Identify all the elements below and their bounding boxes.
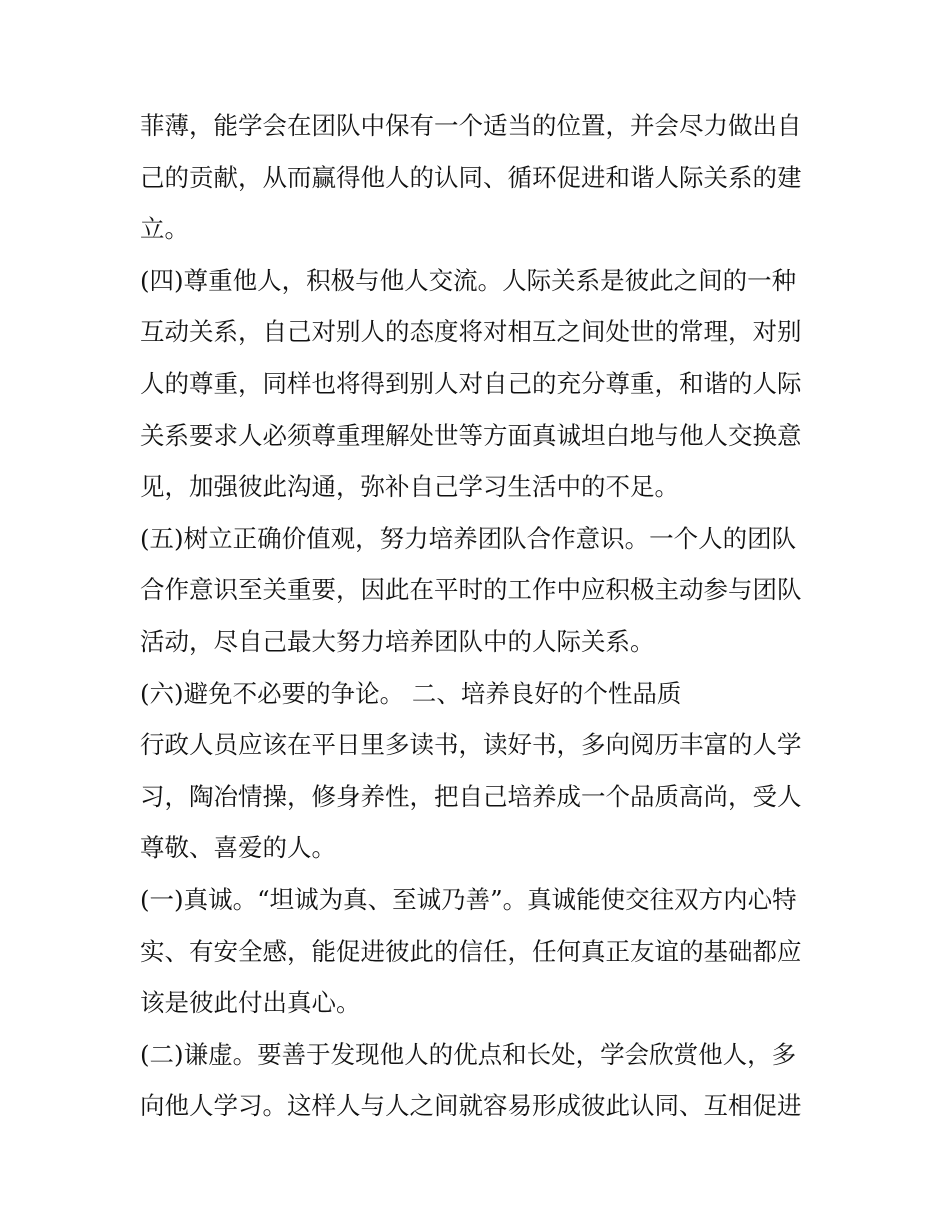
text-line: 行政人员应该在平日里多读书，读好书，多向阅历丰富的人学: [140, 730, 802, 760]
text-line: 立。: [140, 214, 189, 244]
text-line: (五)树立正确价值观，努力培养团队合作意识。一个人的团队: [140, 523, 797, 553]
text-line: 活动，尽自己最大努力培养团队中的人际关系。: [140, 626, 655, 656]
text-line: (二)谦虚。要善于发现他人的优点和长处，学会欣赏他人，多: [140, 1039, 797, 1069]
text-line: 己的贡献，从而赢得他人的认同、循环促进和谐人际关系的建: [140, 162, 802, 192]
text-line: 见，加强彼此沟通，弥补自己学习生活中的不足。: [140, 472, 679, 502]
text-line: 合作意识至关重要，因此在平时的工作中应积极主动参与团队: [140, 575, 802, 605]
document-body: [140, 100, 830, 1132]
text-line: 该是彼此付出真心。: [140, 988, 361, 1018]
text-line: (六)避免不必要的争论。 二、培养良好的个性品质: [140, 678, 682, 708]
text-line: 习，陶冶情操，修身养性，把自己培养成一个品质高尚，受人: [140, 781, 802, 811]
text-line: 实、有安全感，能促进彼此的信任，任何真正友谊的基础都应: [140, 936, 802, 966]
text-line: 人的尊重，同样也将得到别人对自己的充分尊重，和谐的人际: [140, 368, 802, 398]
text-line: 向他人学习。这样人与人之间就容易形成彼此认同、互相促进: [140, 1091, 802, 1121]
text-line: 互动关系，自己对别人的态度将对相互之间处世的常理，对别: [140, 317, 802, 347]
text-line: (一)真诚。“坦诚为真、至诚乃善”。真诚能使交往双方内心特: [140, 884, 797, 914]
text-line: 关系要求人必须尊重理解处世等方面真诚坦白地与他人交换意: [140, 420, 802, 450]
text-line: 菲薄，能学会在团队中保有一个适当的位置，并会尽力做出自: [140, 111, 802, 140]
text-line: (四)尊重他人，积极与他人交流。人际关系是彼此之间的一种: [140, 265, 797, 295]
text-line: 尊敬、喜爱的人。: [140, 833, 336, 863]
